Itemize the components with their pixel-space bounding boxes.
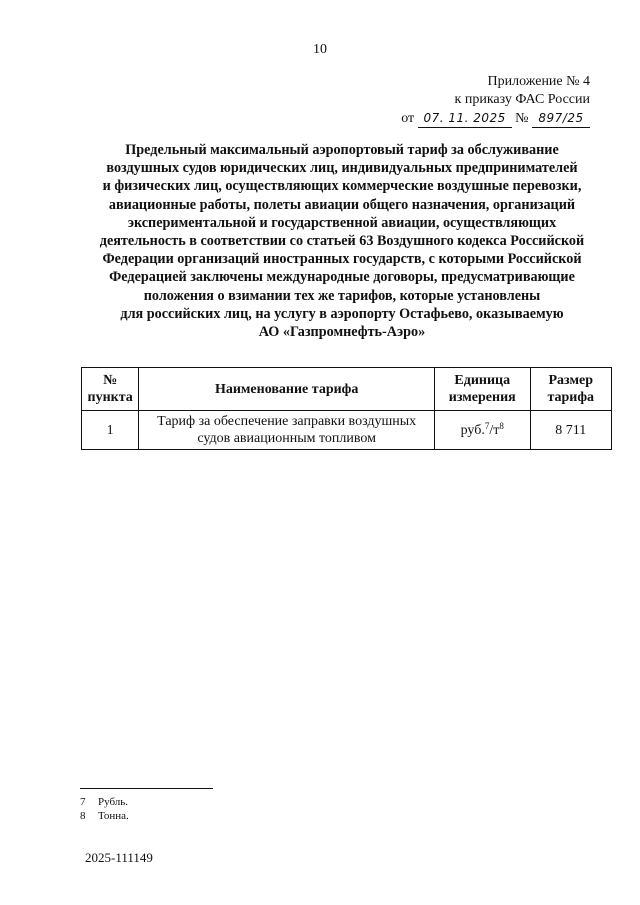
- title-line: авиационные работы, полеты авиации общего назначения, организаций: [108, 196, 576, 213]
- cell-unit: $руб.^7/т^8$: [434, 411, 530, 450]
- handwritten-number: 897/25: [532, 109, 590, 128]
- cell-tariff-name: Тариф за обеспечение заправки воздушных судов авиационным топливом: [139, 411, 435, 450]
- appendix-block: [370, 73, 590, 128]
- handwritten-date: 07. 11. 2025: [418, 109, 512, 128]
- footnote-mark: 8: [80, 810, 86, 822]
- footnote-ref: 7: [484, 420, 490, 431]
- footnote-divider: [80, 788, 213, 789]
- footnote-ref: 8: [499, 420, 504, 431]
- footnote-text: Рубль.: [98, 796, 129, 808]
- title-line: АО «Газпромнефть-Аэро»: [258, 324, 426, 341]
- header-tariff-size: Размер тарифа: [530, 368, 611, 411]
- from-label: от: [401, 111, 415, 126]
- footnotes: [80, 795, 129, 823]
- table-header-row: [82, 368, 612, 411]
- footnote-mark: 7: [80, 796, 86, 808]
- number-label: №: [515, 111, 529, 126]
- footnote-item: [80, 795, 129, 809]
- appendix-title: Приложение № 4: [487, 74, 590, 89]
- document-title: [72, 141, 612, 341]
- document-id: 2025-111149: [85, 850, 153, 865]
- header-unit: Единица измерения: [434, 368, 530, 411]
- header-tariff-name: Наименование тарифа: [139, 368, 435, 411]
- table-row: [82, 411, 612, 450]
- title-line: воздушных судов юридических лиц, индивидуальных предпринимателей: [106, 160, 578, 177]
- footnote-item: [80, 809, 129, 823]
- title-line: положения о взимании тех же тарифов, которые установлены: [143, 287, 541, 304]
- title-line: деятельность в соответствии со статьей 63 Воздушного кодекса Российской: [99, 233, 585, 250]
- tariff-table: [81, 367, 612, 450]
- title-line: экспериментальной и государственной авиации, осуществляющих: [127, 214, 557, 231]
- header-item-number: № пункта: [82, 368, 139, 411]
- title-line: Федерацией заключены международные договоры, предусматривающие: [109, 269, 575, 286]
- title-line: и физических лиц, осуществляющих коммерческие воздушные перевозки,: [102, 178, 582, 195]
- footnote-text: Тонна.: [98, 810, 129, 822]
- title-line: Федерации организаций иностранных государств, с которыми Российской: [102, 251, 582, 268]
- cell-tariff-size: 8 711: [530, 411, 611, 450]
- cell-item-number: 1: [82, 411, 139, 450]
- appendix-order-ref: к приказу ФАС России: [454, 92, 590, 107]
- title-line: Предельный максимальный аэропортовый тариф за обслуживание: [125, 142, 559, 158]
- appendix-date-number-line: [370, 109, 590, 128]
- title-line: для российских лиц, на услугу в аэропорту Остафьево, оказываемую: [120, 305, 564, 322]
- page-number: 10: [313, 42, 327, 57]
